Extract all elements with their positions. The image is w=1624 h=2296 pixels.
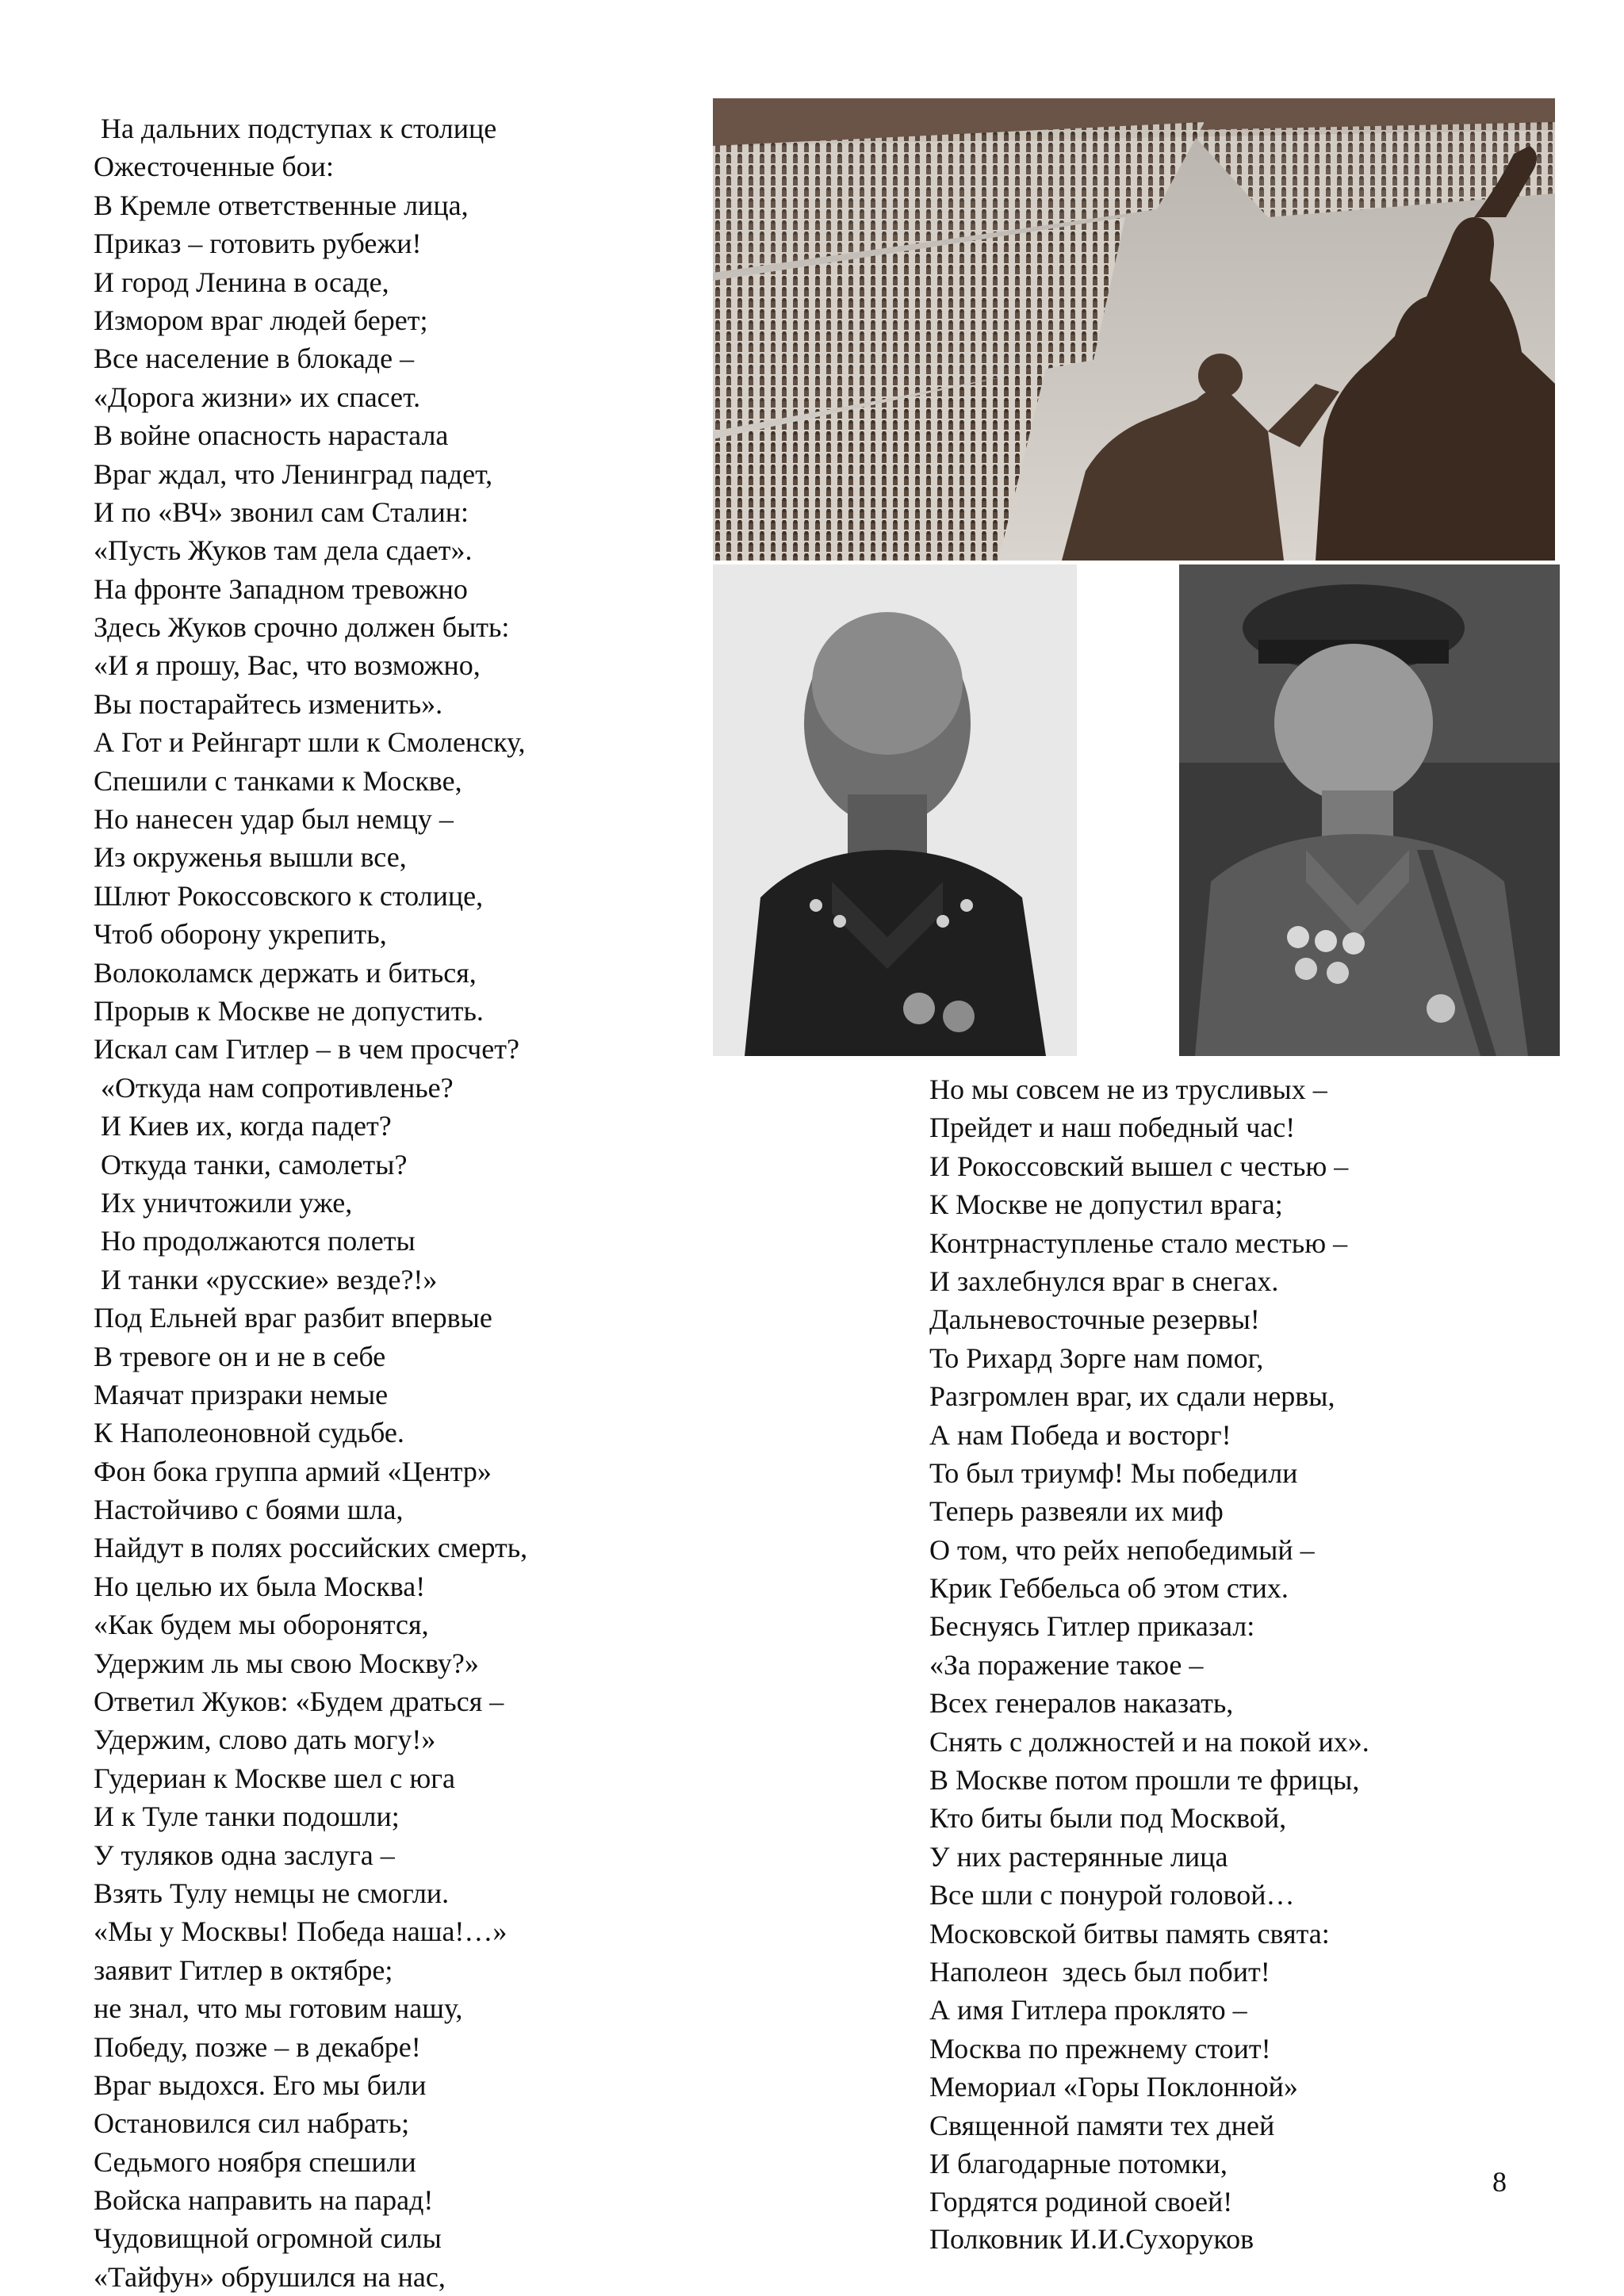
poem-line: Взять Тулу немцы не смогли. [94, 1877, 450, 1909]
poem-line: «Как будем мы оборонятся, [94, 1609, 429, 1641]
poem-line: Прейдет и наш победный час! [929, 1112, 1296, 1144]
poem-line: К Москве не допустил врага; [929, 1188, 1283, 1221]
poem-line: В Кремле ответственные лица, [94, 189, 469, 221]
poem-line: «Мы у Москвы! Победа наша!…» [94, 1915, 508, 1948]
poem-line: В Москве потом прошли те фрицы, [929, 1764, 1360, 1797]
poem-line: Волоколамск держать и биться, [94, 956, 477, 989]
poem-line: Удержим ль мы свою Москву?» [94, 1647, 479, 1679]
poem-line: Остановился сил набрать; [94, 2107, 410, 2140]
poem-line: И Рокоссовский вышел с честью – [929, 1150, 1349, 1182]
portrait-photo-left [713, 564, 1077, 1056]
poem-line: У туляков одна заслуга – [94, 1839, 395, 1871]
poem-line: Крик Геббельса об этом стих. [929, 1572, 1289, 1605]
poem-line: Шлют Рокоссовского к столице, [94, 879, 484, 912]
portrait-photo-right [1179, 564, 1560, 1056]
poem-line: Теперь развеяли их миф [929, 1495, 1224, 1528]
poem-line: Спешили с танками к Москве, [94, 764, 462, 797]
page-number: 8 [1492, 2166, 1507, 2198]
poem-line: «За поражение такое – [929, 1648, 1204, 1681]
poem-line: У них растерянные лица [929, 1840, 1228, 1873]
poem-line: «Пусть Жуков там дела сдает». [94, 534, 473, 567]
portrait-photo-left-image [713, 564, 1077, 1056]
poem-line: «Тайфун» обрушился на нас, [94, 2260, 446, 2293]
poem-line: Вы постарайтесь изменить». [94, 687, 443, 720]
poem-line: Войска направить на парад! [94, 2184, 434, 2217]
poem-line: И захлебнулся враг в снегах. [929, 1265, 1279, 1297]
poem-line: На фронте Западном тревожно [94, 572, 468, 605]
poem-line: Ожесточенные бои: [94, 151, 334, 183]
poem-line: Ответил Жуков: «Будем драться – [94, 1686, 504, 1718]
poem-line: Беснуясь Гитлер приказал: [929, 1610, 1255, 1643]
poem-line: И благодарные потомки, [929, 2147, 1228, 2179]
poem-line: Гордятся родиной своей! [929, 2186, 1233, 2218]
poem-line: Прорыв к Москве не допустить. [94, 994, 484, 1027]
poem-line: Всех генералов наказать, [929, 1687, 1234, 1720]
poem-right-column [929, 1070, 1369, 2221]
parade-photo-image [713, 98, 1555, 561]
poem-line: Чудовищной огромной силы [94, 2222, 442, 2255]
poem-line: И танки «русские» везде?!» [94, 1263, 438, 1295]
poem-line: Но целью их была Москва! [94, 1570, 426, 1602]
poem-line: Чтоб оборону укрепить, [94, 918, 387, 951]
poem-line: То Рихард Зорге нам помог, [929, 1341, 1264, 1374]
poem-line: В войне опасность нарастала [94, 419, 449, 452]
poem-line: А нам Победа и восторг! [929, 1418, 1231, 1451]
poem-line: «Откуда нам сопротивленье? [94, 1071, 454, 1104]
poem-line: И город Ленина в осаде, [94, 266, 389, 298]
poem-line: Разгромлен враг, их сдали нервы, [929, 1380, 1335, 1413]
poem-line: И по «ВЧ» звонил сам Сталин: [94, 496, 469, 528]
poem-line: Враг выдохся. Его мы били [94, 2068, 427, 2101]
poem-line: Из окруженья вышли все, [94, 841, 407, 874]
poem-line: Кто биты были под Москвой, [929, 1802, 1287, 1835]
poem-line: О том, что рейх непобедимый – [929, 1533, 1315, 1566]
poem-line: Москва по прежнему стоит! [929, 2032, 1271, 2064]
poem-line: Но продолжаются полеты [94, 1225, 416, 1257]
poem-line: Фон бока группа армий «Центр» [94, 1455, 492, 1487]
poem-line: Откуда танки, самолеты? [94, 1148, 408, 1181]
poem-line: Все население в блокаде – [94, 342, 415, 375]
portrait-photo-right-image [1179, 564, 1560, 1056]
poem-line: Дальневосточные резервы! [929, 1303, 1260, 1336]
poem-line: Все шли с понурой головой… [929, 1879, 1295, 1911]
poem-line: То был триумф! Мы победили [929, 1456, 1298, 1489]
poem-line: «И я прошу, Вас, что возможно, [94, 649, 481, 682]
poem-line: Приказ – готовить рубежи! [94, 228, 422, 260]
poem-line: Седьмого ноября спешили [94, 2145, 416, 2178]
poem-line: Их уничтожили уже, [94, 1186, 353, 1219]
poem-line: Но мы совсем не из трусливых – [929, 1073, 1327, 1105]
poem-line: Мемориал «Горы Поклонной» [929, 2071, 1298, 2103]
poem-left-column [94, 109, 527, 2296]
poem-line: К Наполеоновной судьбе. [94, 1417, 404, 1449]
poem-line: А Гот и Рейнгарт шли к Смоленску, [94, 726, 526, 759]
poem-line: Контрнаступленье стало местью – [929, 1226, 1348, 1259]
poem-line: На дальних подступах к столице [94, 113, 497, 144]
poem-line: В тревоге он и не в себе [94, 1340, 386, 1372]
poem-line: Победу, позже – в декабре! [94, 2030, 421, 2063]
poem-line: Найдут в полях российских смерть, [94, 1532, 528, 1564]
poem-line: «Дорога жизни» их спасет. [94, 381, 421, 413]
poem-line: Искал сам Гитлер – в чем просчет? [94, 1033, 519, 1066]
poem-line: Священной памяти тех дней [929, 2109, 1275, 2141]
poem-line: заявит Гитлер в октябре; [94, 1954, 393, 1986]
poem-line: Измором враг людей берет; [94, 304, 428, 336]
poem-line: Под Ельней враг разбит впервые [94, 1302, 492, 1334]
poem-line: не знал, что мы готовим нашу, [94, 1992, 463, 2025]
poem-line: Наполеон здесь был побит! [929, 1955, 1270, 1988]
poem-line: Московской битвы память свята: [929, 1917, 1330, 1950]
poem-line: Гудериан к Москве шел с юга [94, 1762, 455, 1794]
poem-line: Удержим, слово дать могу!» [94, 1724, 436, 1756]
poem-line: Настойчиво с боями шла, [94, 1494, 404, 1526]
poem-line: Здесь Жуков срочно должен быть: [94, 611, 510, 644]
parade-photo [713, 98, 1555, 561]
author-signature: Полковник И.И.Сухоруков [929, 2223, 1254, 2255]
poem-line: И к Туле танки подошли; [94, 1800, 400, 1833]
poem-line: Маячат призраки немые [94, 1378, 389, 1410]
poem-line: Снять с должностей и на покой их». [929, 1725, 1369, 1758]
poem-line: И Киев их, когда падет? [94, 1110, 392, 1142]
poem-line: Но нанесен удар был немцу – [94, 803, 454, 836]
poem-line: А имя Гитлера проклято – [929, 1994, 1247, 2026]
poem-line: Враг ждал, что Ленинград падет, [94, 457, 493, 490]
